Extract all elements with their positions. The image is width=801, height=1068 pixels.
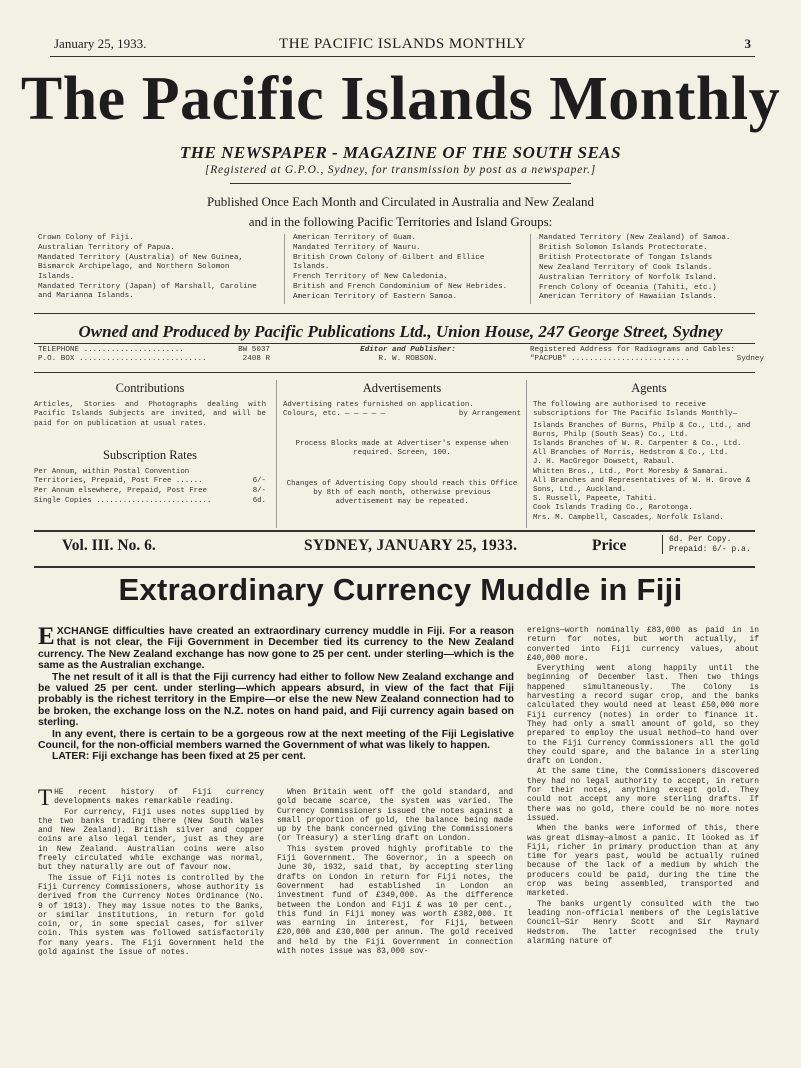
publisher-line: Owned and Produced by Pacific Publications Ltd., Union House, 247 George Street, Sydney	[78, 322, 723, 341]
territory-item: Australian Territory of Papua.	[38, 243, 175, 252]
lead-paragraph-3: In any event, there is certain to be a gorgeous row at the next meeting of the Fiji Legislative Council, for the non-official members warned the Government of what was likely to happen.	[38, 728, 514, 752]
article-column-3	[527, 626, 759, 947]
article-column-2	[277, 788, 513, 957]
agent-item: Cook Islands Trading Co., Rarotonga.	[533, 504, 693, 513]
editor-label: Editor and Publisher:	[360, 346, 456, 354]
body-paragraph: When the banks were informed of this, there was great dismay—almost a panic. It looked as if Fiji, richer in primary production than at any time for years past, would be actually ruined because of the lack of a medium by which the producers could be paid, during the time the crop was being assembled, transported and marketed.	[527, 824, 759, 899]
subscription-rate-label: Per Annum, within Postal Convention Territories, Prepaid, Post Free ......	[34, 468, 203, 486]
running-header	[50, 36, 755, 54]
territory-item: British Protectorate of Tongan Islands	[539, 253, 713, 262]
territory-item: New Zealand Territory of Cook Islands.	[539, 263, 713, 272]
telephone-value: BW 5037	[238, 346, 270, 354]
contributions-panel	[34, 380, 266, 528]
agent-item: All Branches of Morris, Hedstrom & Co., Ltd.	[533, 449, 729, 458]
lead-dropcap: E	[38, 623, 55, 650]
article-column-1	[38, 785, 264, 958]
cable-code: "PACPUB" ..........................	[530, 355, 690, 364]
advertisements-panel	[276, 380, 521, 528]
registration-note: [Registered at G.P.O., Sydney, for transmission by post as a newspaper.]	[204, 164, 597, 176]
po-box-value: 2408 R	[242, 355, 270, 364]
subscription-heading: Subscription Rates	[102, 447, 198, 462]
agent-item: Whitten Bros., Ltd., Port Moresby & Samarai.	[533, 467, 729, 476]
telephone-label: TELEPHONE ......................	[38, 346, 184, 354]
header-rule	[50, 56, 755, 57]
editor-name: R. W. ROBSON.	[378, 355, 438, 364]
agent-item: Islands Branches of Burns, Philp & Co., Ltd., and Burns, Philp (South Seas) Co., Ltd.	[533, 421, 751, 439]
lead-paragraph-1: XCHANGE difficulties have created an extraordinary currency muddle in Fiji. For a reason that is not clear, the Fiji Government in December tied its currency to the New Zealand currency. The New Zealand exchange has now gone to 25 per cent. under sterling—which is the same as the Australian exchange.	[38, 626, 514, 672]
issue-date: SYDNEY, JANUARY 25, 1933.	[304, 537, 518, 554]
circulation-note	[0, 192, 801, 232]
editor-block	[328, 346, 488, 365]
subscription-rate-value: 6d.	[252, 496, 266, 505]
subtitle: THE NEWSPAPER - MAGAZINE OF THE SOUTH SEAS	[179, 143, 622, 162]
body-paragraph: At the same time, the Commissioners discovered they had no legal authority to accept, in return for their notes, anything except gold. They could not accept any more sterling drafts. If there was no gold, there could be no more notes issued.	[527, 767, 759, 823]
territories-col-2	[284, 234, 523, 304]
agent-item: Mrs. M. Campbell, Cascades, Norfolk Island.	[533, 513, 724, 522]
territory-item: Mandated Territory of Nauru.	[293, 243, 421, 252]
ad-colours-label: Colours, etc. — — — — —	[283, 410, 386, 419]
volume-number: Vol. III. No. 6.	[62, 537, 156, 554]
subtitle-rule	[230, 183, 571, 184]
owned-rule-bottom	[34, 343, 755, 344]
cable-city: Sydney	[736, 355, 764, 364]
registered-address-label: Registered Address for Radiograms and Cables:	[530, 346, 736, 354]
phone-po-block	[38, 346, 270, 365]
po-box-label: P.O. BOX ............................	[38, 355, 207, 364]
agent-item: Islands Branches of W. R. Carpenter & Co., Ltd.	[533, 440, 742, 449]
subscription-rate-label: Single Copies ..........................	[34, 496, 212, 505]
circulation-line-2: and in the following Pacific Territories and Island Groups:	[248, 214, 553, 229]
body-dropcap: T	[38, 785, 53, 810]
price-prepaid: Prepaid: 6/- p.a.	[669, 544, 751, 554]
body-paragraph: The banks urgently consulted with the two leading non-official members of the Legislative Council—Sir Henry Scott and Sir Maynard Hedstrom. The latter recognised the truly alarming nature of	[527, 899, 759, 946]
subscription-rate-value: 6/-	[252, 477, 266, 486]
price-details	[662, 535, 751, 554]
owned-rule-top	[34, 313, 755, 314]
territory-item: Mandated Territory (New Zealand) of Samoa.	[539, 234, 731, 242]
info-panels	[34, 380, 764, 528]
article-headline: Extraordinary Currency Muddle in Fiji	[118, 572, 683, 607]
territory-item: British Solomon Islands Protectorate.	[539, 243, 708, 252]
territory-item: American Territory of Hawaiian Islands.	[539, 293, 717, 302]
territory-item: French Territory of New Caledonia.	[293, 273, 448, 282]
contributions-text: Articles, Stories and Photographs dealing with Pacific Islands Subjects are invited, and will be paid for on publication at usual rates.	[34, 401, 266, 428]
header-date: January 25, 1933.	[54, 36, 147, 51]
lead-paragraph-4: LATER: Fiji exchange has been fixed at 25 per cent.	[52, 751, 306, 763]
subscription-rate-value: 8/-	[252, 487, 266, 496]
info-rule	[34, 372, 755, 373]
header-title: THE PACIFIC ISLANDS MONTHLY	[279, 36, 526, 52]
territory-item: Crown Colony of Fiji.	[38, 234, 134, 242]
advertisements-heading: Advertisements	[362, 381, 442, 395]
territory-item: French Colony of Oceania (Tahiti, etc.)	[539, 283, 717, 292]
territory-item: Australian Territory of Norfolk Island.	[539, 273, 717, 282]
article-lead	[38, 623, 514, 763]
territory-item: Mandated Territory (Japan) of Marshall, Caroline and Marianna Islands.	[38, 282, 257, 300]
agent-item: All Branches and Representatives of W. H. Grove & Sons, Ltd., Auckland.	[533, 476, 751, 495]
body-paragraph: This system proved highly profitable to the Fiji Government. The Governor, in a speech on June 30, 1932, said that, by accepting sterling drafts on London in return for Fiji notes, the Government had established in London an investment fund of £349,000. As the difference between the London and Fiji £ was 10 per cent., this fund in Fiji money was worth £382,000. It was earning in interest, for Fiji, between £20,000 and £30,000 per annum. The gold received and held by the Fiji Government in connection with notes issue was 83,000 sov-	[277, 844, 513, 957]
subscription-rate-label: Per Annum elsewhere, Prepaid, Post Free	[34, 487, 207, 496]
territory-item: American Territory of Guam.	[293, 234, 417, 242]
agents-panel	[526, 380, 765, 528]
agent-item: J. H. MacGregor Dowsett, Rabaul.	[533, 458, 675, 467]
body-paragraph: The issue of Fiji notes is controlled by the Fiji Currency Commissioners, whose authority is derived from the Currency Notes Ordinance (No. 9 of 1913). They may issue notes to the Banks, or similar institutions, in return for gold coin, or, in some special cases, for silver coin. This system was followed satisfactorily for many years. The Fiji Government held the gold against the issue of notes.	[38, 873, 264, 958]
registered-address-block	[530, 346, 764, 365]
agents-heading: Agents	[631, 381, 667, 395]
territories-col-1	[38, 234, 270, 302]
territory-item: British Crown Colony of Gilbert and Ellice Islands.	[293, 253, 485, 272]
territory-item: British and French Condominium of New Hebrides.	[293, 283, 508, 292]
ad-colours-value: by Arrangement	[458, 410, 521, 419]
territory-item: Mandated Territory (Australia) of New Guinea, Bismarck Archipelago, and Northern Solomon Islands.	[38, 253, 244, 281]
price-per-copy: 6d. Per Copy.	[669, 535, 732, 544]
agents-intro: The following are authorised to receive subscriptions for The Pacific Islands Monthly—	[533, 401, 738, 419]
contributions-heading: Contributions	[115, 381, 185, 395]
territories-col-3	[530, 234, 773, 304]
lead-paragraph-2: The net result of it all is that the Fiji currency had either to follow New Zealand exchange and be valued 25 per cent. under sterling—which appears absurd, in view of the fact that Fiji probably is the richest territory in the Empire—or else the new New Zealand connection had to be broken, the exchange loss on the N.Z. notes on hand paid, and Fiji currency again based on sterling.	[38, 671, 514, 729]
page-number: 3	[744, 36, 751, 51]
agent-item: S. Russell, Papeete, Tahiti.	[533, 495, 658, 504]
territory-item: American Territory of Eastern Samoa.	[293, 292, 458, 301]
masthead: The Pacific Islands Monthly	[20, 65, 781, 133]
circulation-line-1: Published Once Each Month and Circulated in Australia and New Zealand	[206, 194, 594, 209]
price-label: Price	[592, 537, 627, 554]
ad-rates-text: Advertising rates furnished on application.	[283, 401, 474, 410]
ad-blocks-text: Process Blocks made at Advertiser's expense when required. Screen, 100.	[295, 439, 509, 457]
body-paragraph: For currency, Fiji uses notes supplied by the two banks trading there (New South Wales and New Zealand). British silver and copper coins are also legal tender, just as they are in New Zealand. Australian coins were also freely circulated while exchange was normal, but they naturally are out of favour now.	[38, 807, 264, 873]
body-paragraph: HE recent history of Fiji currency developments makes remarkable reading.	[54, 788, 264, 807]
body-paragraph: When Britain went off the gold standard, and gold became scarce, the system was varied. The Currency Commissioners issued the notes against a small proportion of gold, the balance being made up by the bank concerned giving the Commissioners (or Treasury) a sterling draft on London.	[277, 788, 513, 844]
body-paragraph: Everything went along happily until the beginning of December last. Then two things happened simultaneously. The Colony is harvesting a record sugar crop, and the banks calculated they would need at least £50,000 more Fiji currency (notes) in order to finance it. They had only a small amount of gold, so they prepared to employ the usual method—to hand over to the Fiji Currency Commissioners all the gold they could spare, and the balance in a sterling draft on London.	[527, 664, 759, 767]
ad-changes-text: Changes of Advertising Copy should reach this Office by 8th of each month, otherwise previous advertisement may be repeated.	[286, 480, 518, 507]
body-paragraph: ereigns—worth nominally £83,000 as paid in in return for notes, but worth actually, if converted into Fiji currency values, about £40,000 more.	[527, 626, 759, 663]
